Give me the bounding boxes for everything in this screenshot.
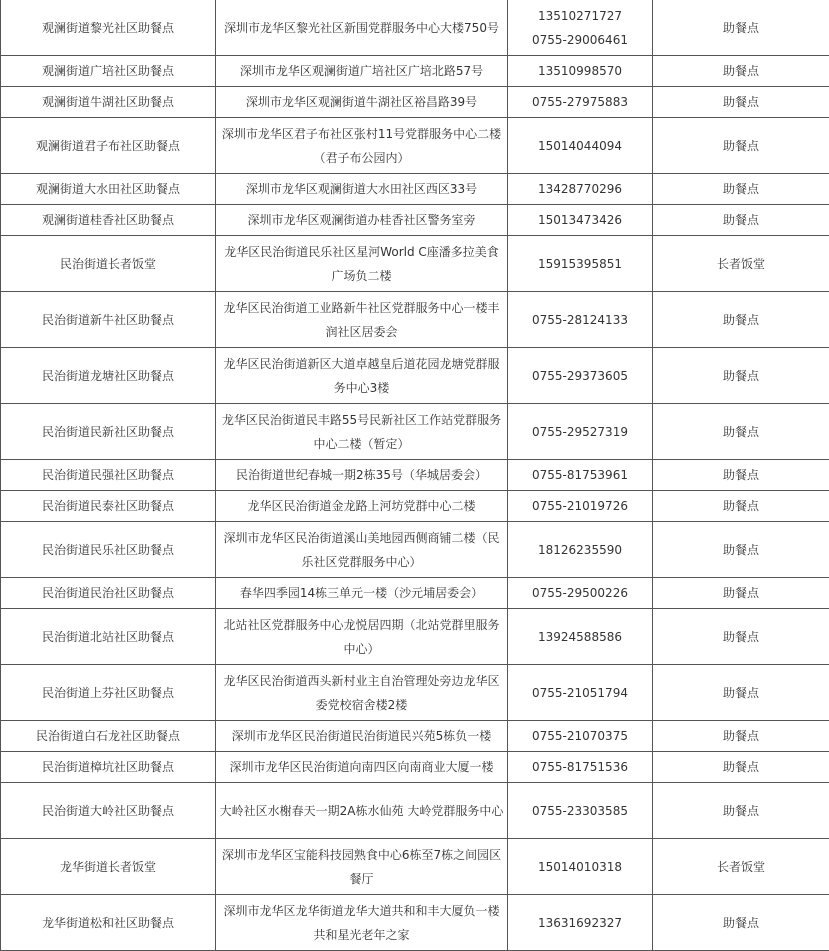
table-row [1, 236, 829, 292]
address-cell: 龙华区民治街道民乐社区星河World C座潘多拉美食广场负二楼 [216, 236, 508, 292]
location-name-cell: 民治街道新牛社区助餐点 [1, 292, 216, 348]
location-name-cell: 民治街道民乐社区助餐点 [1, 522, 216, 578]
service-type-cell: 助餐点 [653, 665, 829, 721]
service-type-cell: 助餐点 [653, 752, 829, 783]
phone-cell: 15915395851 [508, 236, 653, 292]
location-name-cell: 民治街道民强社区助餐点 [1, 460, 216, 491]
location-name-cell: 民治街道白石龙社区助餐点 [1, 721, 216, 752]
address-cell: 深圳市龙华区观澜街道办桂香社区警务室旁 [216, 205, 508, 236]
address-cell: 大岭社区水榭春天一期2A栋水仙苑 大岭党群服务中心 [216, 783, 508, 839]
address-cell: 深圳市龙华区君子布社区张村11号党群服务中心二楼（君子布公园内） [216, 118, 508, 174]
service-type-cell: 助餐点 [653, 522, 829, 578]
address-cell: 深圳市龙华区宝能科技园熟食中心6栋至7栋之间园区餐厅 [216, 839, 508, 895]
phone-cell: 18126235590 [508, 522, 653, 578]
service-type-cell: 助餐点 [653, 87, 829, 118]
phone-cell: 0755-29373605 [508, 348, 653, 404]
service-type-cell: 助餐点 [653, 609, 829, 665]
address-cell: 龙华区民治街道工业路新牛社区党群服务中心一楼丰润社区居委会 [216, 292, 508, 348]
phone-cell: 15014044094 [508, 118, 653, 174]
address-cell: 深圳市龙华区龙华街道龙华大道共和和丰大厦负一楼共和星光老年之家 [216, 895, 508, 951]
service-type-cell: 助餐点 [653, 292, 829, 348]
service-type-cell: 长者饭堂 [653, 236, 829, 292]
phone-cell: 0755-27975883 [508, 87, 653, 118]
table-row [1, 895, 829, 951]
table-row [1, 118, 829, 174]
phone-cell: 0755-29500226 [508, 578, 653, 609]
phone-cell: 15013473426 [508, 205, 653, 236]
service-type-cell: 助餐点 [653, 348, 829, 404]
address-cell: 深圳市龙华区民治街道向南四区向南商业大厦一楼 [216, 752, 508, 783]
service-type-cell: 助餐点 [653, 721, 829, 752]
phone-cell: 15014010318 [508, 839, 653, 895]
table-row [1, 665, 829, 721]
service-type-cell: 长者饭堂 [653, 839, 829, 895]
phone-cell: 0755-21051794 [508, 665, 653, 721]
table-row [1, 578, 829, 609]
address-cell: 春华四季园14栋三单元一楼（沙元埔居委会） [216, 578, 508, 609]
location-name-cell: 观澜街道广培社区助餐点 [1, 56, 216, 87]
address-cell: 深圳市龙华区观澜街道牛湖社区裕昌路39号 [216, 87, 508, 118]
service-type-cell: 助餐点 [653, 783, 829, 839]
phone-cell: 13631692327 [508, 895, 653, 951]
address-cell: 深圳市龙华区黎光社区新围党群服务中心大楼750号 [216, 0, 508, 56]
service-type-cell: 助餐点 [653, 0, 829, 56]
location-name-cell: 民治街道北站社区助餐点 [1, 609, 216, 665]
table-row [1, 460, 829, 491]
location-name-cell: 龙华街道长者饭堂 [1, 839, 216, 895]
service-type-cell: 助餐点 [653, 491, 829, 522]
address-cell: 龙华区民治街道金龙路上河坊党群中心二楼 [216, 491, 508, 522]
location-name-cell: 民治街道民治社区助餐点 [1, 578, 216, 609]
location-name-cell: 民治街道龙塘社区助餐点 [1, 348, 216, 404]
table-row [1, 839, 829, 895]
phone-cell: 0755-29527319 [508, 404, 653, 460]
phone-cell: 13510998570 [508, 56, 653, 87]
location-name-cell: 民治街道上芬社区助餐点 [1, 665, 216, 721]
location-name-cell: 观澜街道君子布社区助餐点 [1, 118, 216, 174]
location-name-cell: 观澜街道桂香社区助餐点 [1, 205, 216, 236]
location-name-cell: 民治街道樟坑社区助餐点 [1, 752, 216, 783]
service-type-cell: 助餐点 [653, 205, 829, 236]
phone-cell: 13924588586 [508, 609, 653, 665]
service-type-cell: 助餐点 [653, 118, 829, 174]
address-cell: 深圳市龙华区民治街道溪山美地园西侧商铺二楼（民乐社区党群服务中心） [216, 522, 508, 578]
table-row [1, 522, 829, 578]
phone-cell: 0755-81751536 [508, 752, 653, 783]
phone-cell: 13428770296 [508, 174, 653, 205]
service-type-cell: 助餐点 [653, 895, 829, 951]
phone-cell: 0755-23303585 [508, 783, 653, 839]
table-row [1, 721, 829, 752]
address-cell: 龙华区民治街道新区大道卓越皇后道花园龙塘党群服务中心3楼 [216, 348, 508, 404]
table-row [1, 752, 829, 783]
service-type-cell: 助餐点 [653, 460, 829, 491]
table-row [1, 609, 829, 665]
address-cell: 深圳市龙华区观澜街道大水田社区西区33号 [216, 174, 508, 205]
service-type-cell: 助餐点 [653, 56, 829, 87]
address-cell: 深圳市龙华区观澜街道广培社区广培北路57号 [216, 56, 508, 87]
table-row [1, 491, 829, 522]
phone-cell: 13510271727 0755-29006461 [508, 0, 653, 56]
phone-cell: 0755-21070375 [508, 721, 653, 752]
table-row [1, 205, 829, 236]
address-cell: 北站社区党群服务中心龙悦居四期（北站党群里服务中心） [216, 609, 508, 665]
service-type-cell: 助餐点 [653, 578, 829, 609]
table-row [1, 56, 829, 87]
table-row [1, 292, 829, 348]
table-row [1, 174, 829, 205]
service-type-cell: 助餐点 [653, 404, 829, 460]
table-row [1, 404, 829, 460]
table-row [1, 348, 829, 404]
service-type-cell: 助餐点 [653, 174, 829, 205]
table-row [1, 87, 829, 118]
address-cell: 民治街道世纪春城一期2栋35号（华城居委会） [216, 460, 508, 491]
location-name-cell: 民治街道民泰社区助餐点 [1, 491, 216, 522]
address-cell: 深圳市龙华区民治街道民治街道民兴苑5栋负一楼 [216, 721, 508, 752]
table-row [1, 783, 829, 839]
phone-cell: 0755-28124133 [508, 292, 653, 348]
address-cell: 龙华区民治街道民丰路55号民新社区工作站党群服务中心二楼（暂定） [216, 404, 508, 460]
location-name-cell: 观澜街道大水田社区助餐点 [1, 174, 216, 205]
table-body [1, 0, 829, 951]
location-name-cell: 龙华街道松和社区助餐点 [1, 895, 216, 951]
location-name-cell: 观澜街道黎光社区助餐点 [1, 0, 216, 56]
location-name-cell: 观澜街道牛湖社区助餐点 [1, 87, 216, 118]
location-name-cell: 民治街道长者饭堂 [1, 236, 216, 292]
table-row [1, 0, 829, 56]
phone-cell: 0755-21019726 [508, 491, 653, 522]
location-name-cell: 民治街道大岭社区助餐点 [1, 783, 216, 839]
phone-cell: 0755-81753961 [508, 460, 653, 491]
location-name-cell: 民治街道民新社区助餐点 [1, 404, 216, 460]
address-cell: 龙华区民治街道西头新村业主自治管理处旁边龙华区委党校宿舍楼2楼 [216, 665, 508, 721]
